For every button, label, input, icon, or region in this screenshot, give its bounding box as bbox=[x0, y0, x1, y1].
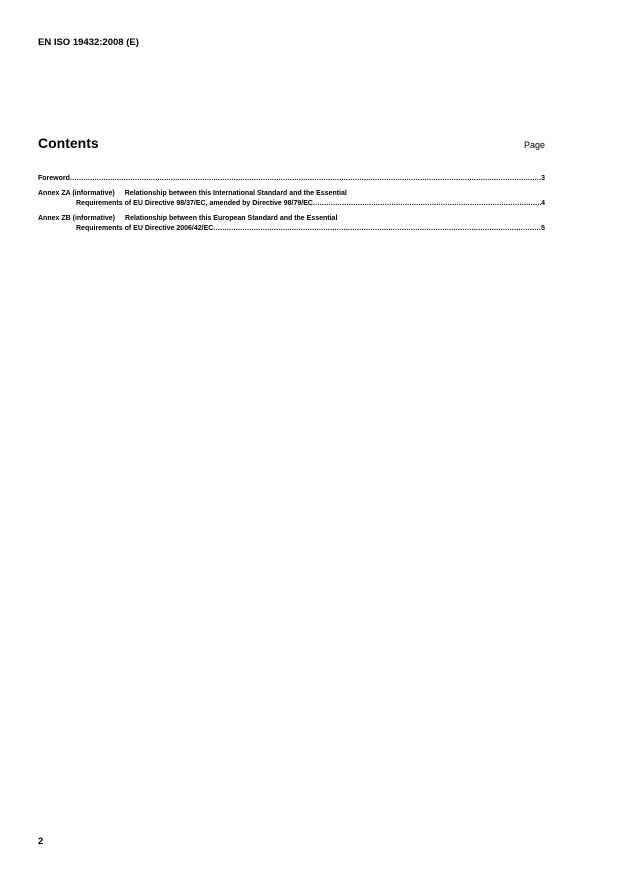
page-column-label: Page bbox=[523, 140, 545, 150]
toc-dot-leader bbox=[213, 224, 541, 234]
page-number: 2 bbox=[38, 836, 44, 847]
toc-line bbox=[38, 199, 545, 209]
toc-entry-annex-za[interactable] bbox=[38, 189, 545, 209]
toc-entry-title-line1: Relationship between this International Standard and the Essential bbox=[124, 190, 347, 197]
toc-entry-title-line2: Requirements of EU Directive 2006/42/EC bbox=[76, 225, 214, 232]
toc-entry-label: Annex ZB (informative) bbox=[38, 215, 116, 222]
toc-dot-leader bbox=[70, 174, 541, 184]
toc-entry-title-line2: Requirements of EU Directive 98/37/EC, amended by Directive 98/79/EC bbox=[76, 200, 313, 207]
toc-entry-foreword[interactable] bbox=[38, 174, 545, 184]
document-header: EN ISO 19432:2008 (E) bbox=[38, 37, 139, 48]
toc-entry-title-line1: Relationship between this European Standard and the Essential bbox=[125, 215, 338, 222]
toc-entry-page: 3 bbox=[541, 175, 545, 182]
toc-line bbox=[38, 189, 545, 199]
toc-entry-label: Annex ZA (informative) bbox=[38, 190, 115, 197]
toc-entry-title: Foreword bbox=[38, 175, 70, 182]
toc-line bbox=[38, 214, 545, 224]
toc-entry-page: 5 bbox=[541, 225, 545, 232]
toc-dot-leader bbox=[313, 199, 541, 209]
toc-line bbox=[38, 174, 545, 184]
contents-heading: Contents bbox=[38, 135, 99, 151]
toc-entry-page: 4 bbox=[541, 200, 545, 207]
toc-line bbox=[38, 224, 545, 234]
table-of-contents bbox=[38, 174, 545, 239]
toc-entry-annex-zb[interactable] bbox=[38, 214, 545, 234]
